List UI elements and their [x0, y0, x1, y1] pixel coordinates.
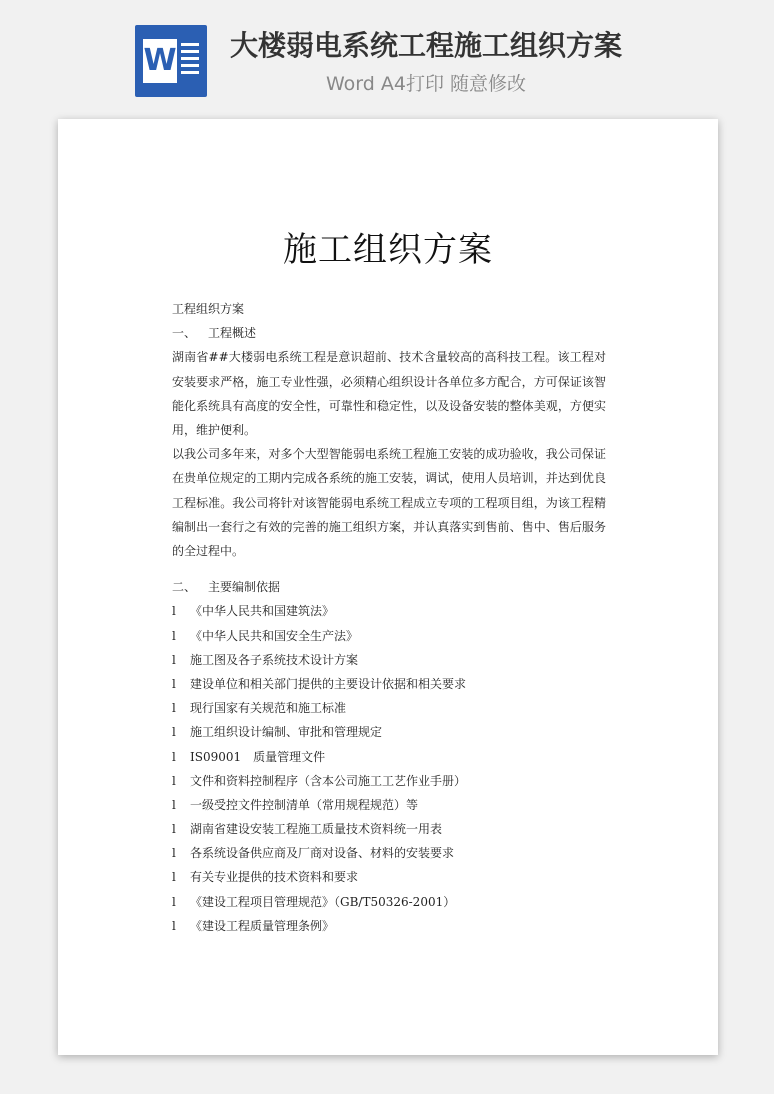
word-icon-lines: [181, 43, 199, 78]
list-item-text: 建设单位和相关部门提供的主要设计依据和相关要求: [190, 676, 467, 691]
document-label: 工程组织方案: [172, 302, 245, 316]
list-item-text: 《建设工程质量管理条例》: [190, 918, 335, 933]
list-bullet: l: [172, 701, 176, 716]
list-item: [172, 696, 606, 720]
list-item-text: 现行国家有关规范和施工标准: [190, 701, 347, 716]
list-item-text: 一级受控文件控制清单（常用规程规范）等: [190, 797, 419, 812]
list-item: [172, 672, 606, 696]
banner-subtitle: Word A4打印 随意修改: [326, 73, 527, 95]
list-item: [172, 624, 606, 648]
list-item: [172, 841, 606, 865]
list-item-text: 施工图及各子系统技术设计方案: [190, 652, 359, 667]
list-item: [172, 890, 606, 914]
list-item: [172, 817, 606, 841]
list-item: [172, 745, 606, 769]
list-item: [172, 865, 606, 889]
list-bullet: l: [172, 652, 176, 667]
word-letter: W: [143, 39, 177, 83]
list-item: [172, 599, 606, 623]
list-item-text: 《建设工程项目管理规范》（GB/T50326-2001）: [190, 894, 456, 909]
list-bullet: l: [172, 773, 176, 788]
list-item-text: 文件和资料控制程序（含本公司施工工艺作业手册）: [190, 773, 467, 788]
list-bullet: l: [172, 870, 176, 885]
list-bullet: l: [172, 846, 176, 861]
list-item-text: 施工组织设计编制、审批和管理规定: [190, 725, 383, 740]
document-page: [58, 119, 718, 1055]
list-bullet: l: [172, 628, 176, 643]
list-item: [172, 648, 606, 672]
section-number: 一、: [172, 326, 197, 341]
list-bullet: l: [172, 822, 176, 837]
list-item-text: IS09001 质量管理文件: [190, 749, 326, 764]
list-item-text: 《中华人民共和国建筑法》: [190, 604, 335, 619]
list-bullet: l: [172, 676, 176, 691]
list-bullet: l: [172, 797, 176, 812]
section-heading-text: 主要编制依据: [208, 580, 281, 595]
list-bullet: l: [172, 894, 176, 909]
section-heading-text: 工程概述: [208, 326, 257, 341]
list-item-text: 有关专业提供的技术资料和要求: [190, 870, 359, 885]
document-body: [172, 297, 606, 938]
list-bullet: l: [172, 604, 176, 619]
list-item-text: 各系统设备供应商及厂商对设备、材料的安装要求: [190, 846, 455, 861]
section-heading-2: [172, 575, 606, 599]
list-item: [172, 720, 606, 744]
list-item-text: 《中华人民共和国安全生产法》: [190, 628, 359, 643]
list-item: [172, 914, 606, 938]
basis-list: [172, 599, 606, 938]
banner-header: [0, 0, 774, 110]
list-item-text: 湖南省建设安装工程施工质量技术资料统一用表: [190, 822, 443, 837]
list-bullet: l: [172, 918, 176, 933]
paragraph: 湖南省##大楼弱电系统工程是意识超前、技术含量较高的高科技工程。该工程对安装要求严格，施工专业性强，必须精心组织设计各单位多方配合，方可保证该智能化系统具有高度的安全性，可靠性和稳定性，以及设备安装的整体美观，方便实用，维护便利。: [172, 350, 606, 437]
list-bullet: l: [172, 749, 176, 764]
list-bullet: l: [172, 725, 176, 740]
banner-title: 大楼弱电系统工程施工组织方案: [230, 29, 623, 62]
list-item: [172, 793, 606, 817]
document-title: 施工组织方案: [283, 230, 493, 270]
section-heading-1: [172, 321, 606, 345]
section-number: 二、: [172, 580, 197, 595]
word-app-icon: [135, 25, 207, 97]
paragraph: 以我公司多年来，对多个大型智能弱电系统工程施工安装的成功验收，我公司保证在贵单位规定的工期内完成各系统的施工安装，调试，使用人员培训，并达到优良工程标准。我公司将针对该智能弱电系统工程成立专项的工程项目组，为该工程精编制出一套行之有效的完善的施工组织方案，并认真落实到售前、售中、售后服务的全过程中。: [172, 447, 606, 558]
list-item: [172, 769, 606, 793]
